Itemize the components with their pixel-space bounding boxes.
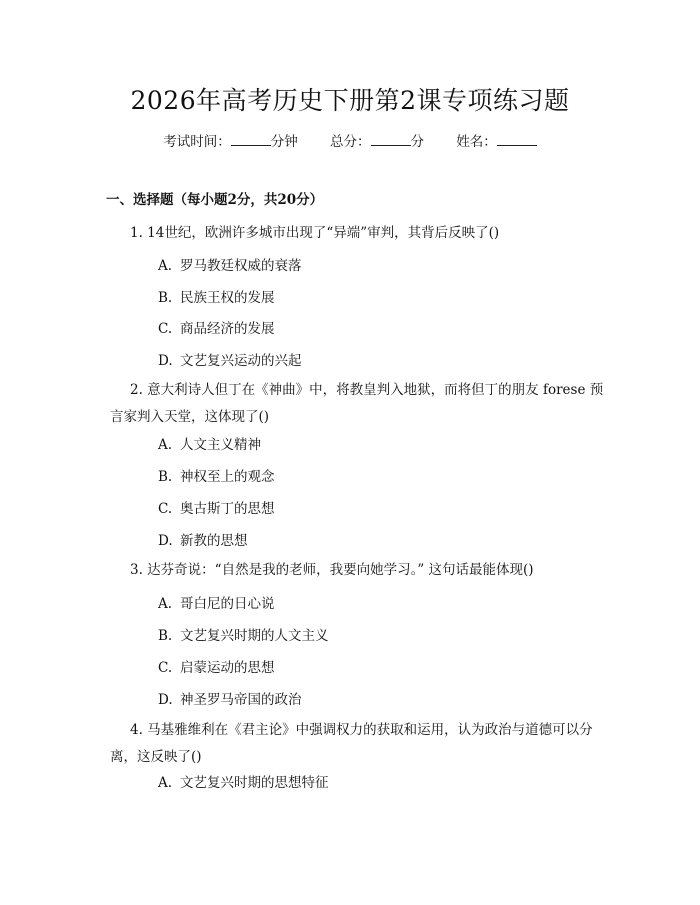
option-text: 商品经济的发展: [180, 321, 275, 337]
option-letter: A.: [158, 596, 173, 612]
option-text: 文艺复兴时期的思想特征: [180, 775, 329, 791]
option-letter: D.: [158, 692, 173, 708]
option-text: 哥白尼的日心说: [180, 596, 275, 612]
option-letter: B.: [158, 628, 173, 644]
question-2-option-b: [158, 467, 275, 487]
exam-time-field: [163, 131, 298, 152]
question-4: 4. 马基雅维利在《君主论》中强调权力的获取和运用，认为政治与道德可以分离，这反映了(): [110, 722, 593, 765]
name-blank: [497, 131, 537, 146]
option-text: 新教的思想: [180, 533, 248, 549]
exam-meta-line: [0, 131, 700, 152]
question-3-option-d: [158, 690, 302, 710]
question-2: 2. 意大利诗人但丁在《神曲》中，将教皇判入地狱，而将但丁的朋友 forese 预言家判入天堂，这体现了(): [110, 382, 604, 425]
question-1: 1. 14世纪，欧洲许多城市出现了“异端”审判，其背后反映了(): [130, 225, 500, 241]
option-text: 人文主义精神: [180, 437, 261, 453]
total-score-blank: [371, 131, 411, 146]
question-1-option-a: [158, 256, 302, 276]
option-text: 启蒙运动的思想: [180, 660, 275, 676]
option-letter: A.: [158, 258, 173, 274]
option-letter: A.: [158, 775, 173, 791]
option-text: 文艺复兴时期的人文主义: [180, 628, 329, 644]
option-letter: B.: [158, 290, 173, 306]
option-text: 奥古斯丁的思想: [180, 501, 275, 517]
question-3-option-c: [158, 658, 275, 678]
question-2-option-d: [158, 531, 248, 551]
option-text: 神权至上的观念: [180, 469, 275, 485]
question-3-option-a: [158, 594, 275, 614]
question-2-option-a: [158, 435, 261, 455]
total-score-unit: 分: [410, 134, 424, 150]
name-label: 姓名：: [456, 134, 497, 150]
question-3: 3. 达芬奇说：“自然是我的老师，我要向她学习。” 这句话最能体现(): [130, 562, 534, 578]
total-score-label: 总分：: [330, 134, 371, 150]
option-letter: C.: [158, 501, 173, 517]
question-4-option-a: [158, 773, 329, 793]
option-letter: C.: [158, 660, 173, 676]
option-letter: D.: [158, 353, 173, 369]
option-text: 民族王权的发展: [180, 290, 275, 306]
name-field: [456, 131, 537, 152]
exam-time-blank: [231, 131, 271, 146]
total-score-field: [330, 131, 424, 152]
question-2-option-c: [158, 499, 275, 519]
page-title: 2026年高考历史下册第2课专项练习题: [130, 86, 570, 115]
option-text: 神圣罗马帝国的政治: [180, 692, 302, 708]
question-3-option-b: [158, 626, 329, 646]
exam-time-unit: 分钟: [270, 134, 298, 150]
option-letter: C.: [158, 321, 173, 337]
question-1-option-b: [158, 288, 275, 308]
section-heading: 一、选择题（每小题2分，共20分）: [106, 192, 324, 208]
option-text: 文艺复兴运动的兴起: [180, 353, 302, 369]
question-1-option-d: [158, 351, 302, 371]
option-letter: D.: [158, 533, 173, 549]
option-letter: A.: [158, 437, 173, 453]
question-1-option-c: [158, 319, 275, 339]
option-text: 罗马教廷权威的衰落: [180, 258, 302, 274]
option-letter: B.: [158, 469, 173, 485]
exam-time-label: 考试时间：: [163, 134, 231, 150]
